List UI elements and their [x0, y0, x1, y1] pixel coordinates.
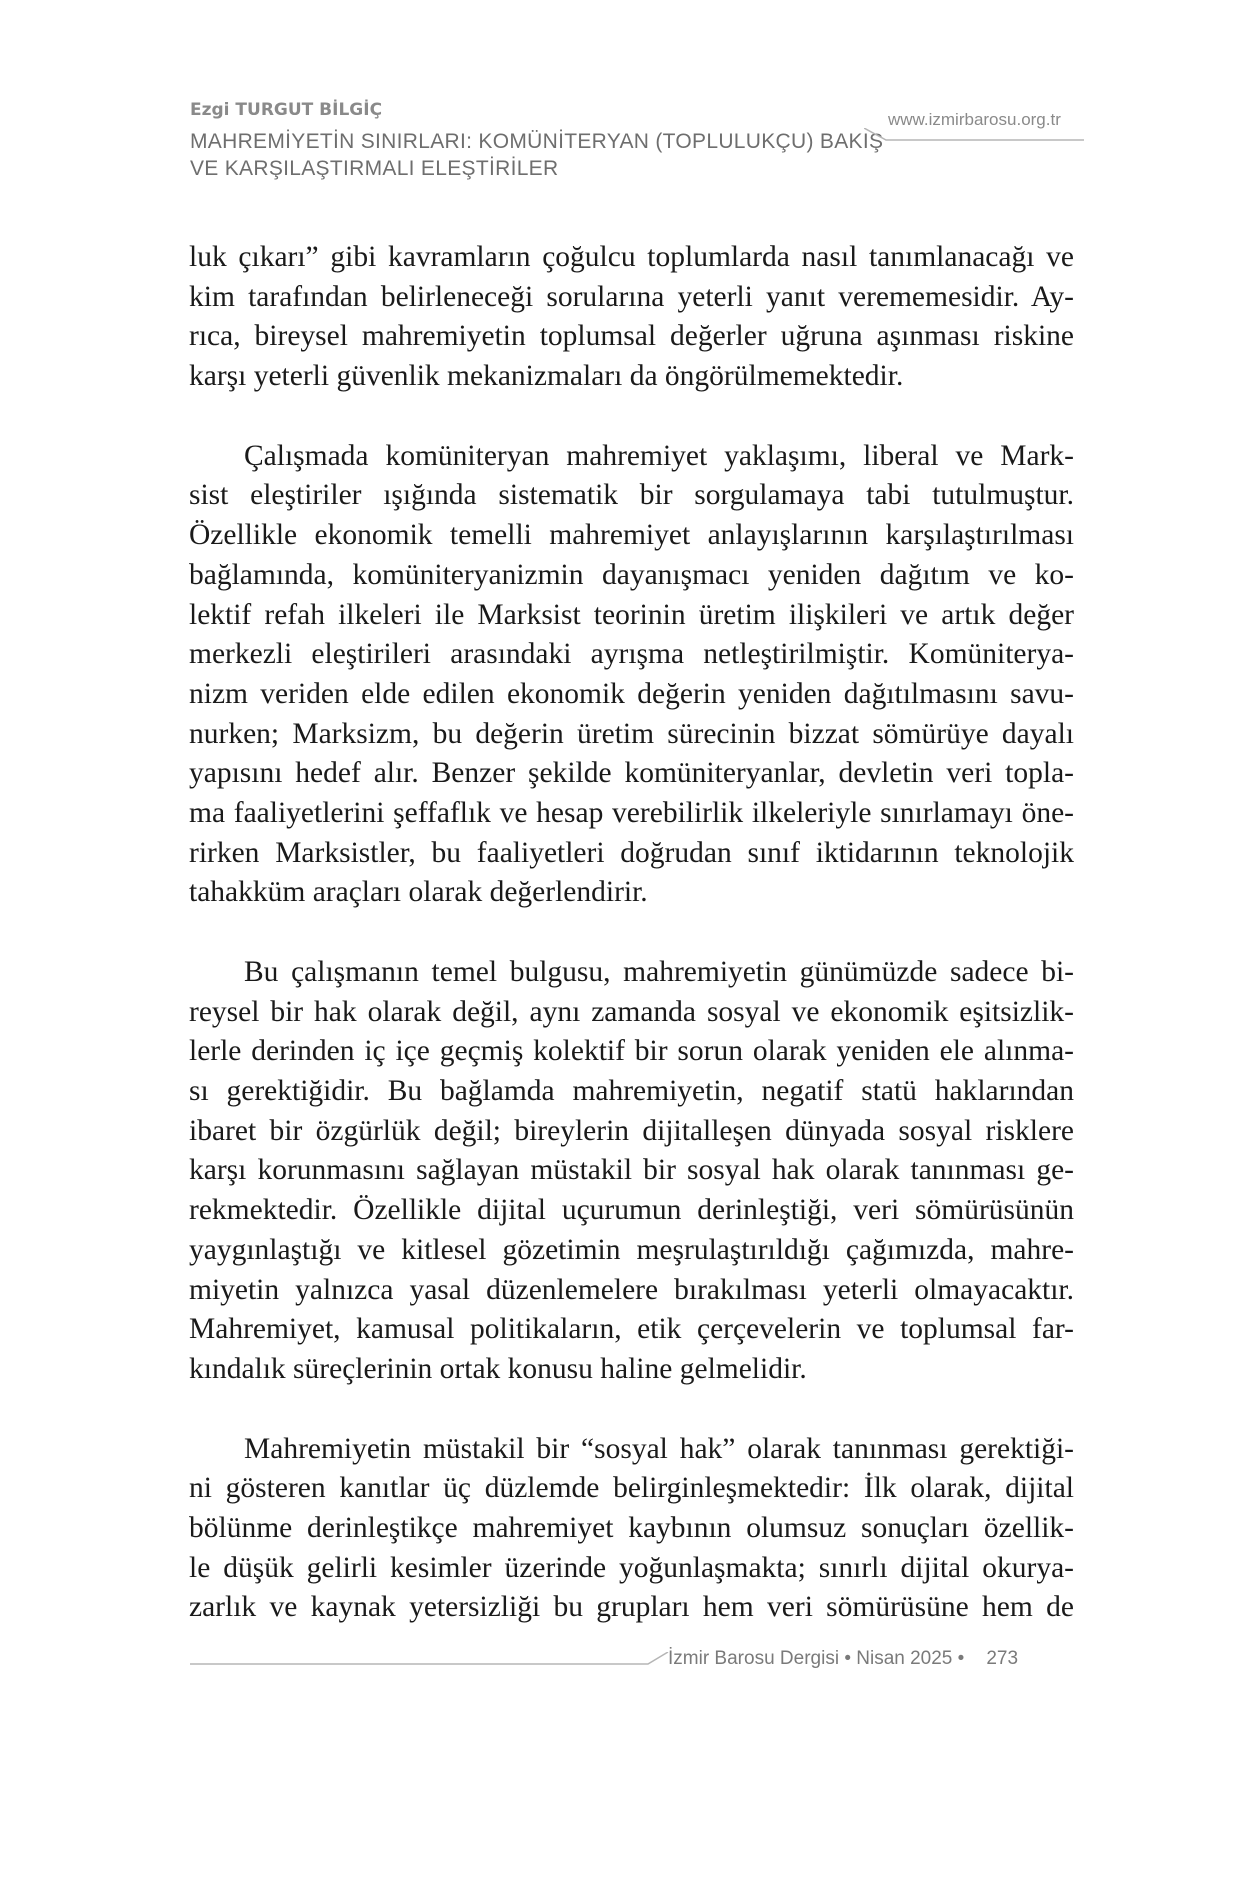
text-line: bağlamında, komüniteryanizmin dayanışmacı yeniden dağıtım ve ko- — [189, 558, 1074, 591]
text-line: le düşük gelirli kesimler üzerinde yoğunlaşmakta; sınırlı dijital okurya- — [189, 1551, 1074, 1584]
text-line: miyetin yalnızca yasal düzenlemelere bırakılması yeterli olmayacaktır. — [189, 1273, 1074, 1306]
header-website: www.izmirbarosu.org.tr — [888, 110, 1061, 129]
paragraph — [189, 1430, 1074, 1628]
page-number: 273 — [986, 1648, 1019, 1669]
text-line: karşı yeterli güvenlik mekanizmaları da öngörülmemektedir. — [189, 360, 904, 393]
text-line: rirken Marksistler, bu faaliyetleri doğrudan sınıf iktidarının teknolojik — [189, 836, 1074, 869]
text-line: kındalık süreçlerinin ortak konusu haline gelmelidir. — [189, 1352, 807, 1385]
text-line: luk çıkarı” gibi kavramların çoğulcu toplumlarda nasıl tanımlanacağı ve — [189, 241, 1074, 273]
header-author: Ezgi TURGUT BİLGİÇ — [190, 100, 383, 120]
text-line: Çalışmada komüniteryan mahremiyet yaklaşımı, liberal ve Mark- — [244, 439, 1074, 472]
text-line: reysel bir hak olarak değil, aynı zamanda sosyal ve ekonomik eşitsizlik- — [189, 995, 1074, 1028]
header-title-line: VE KARŞILAŞTIRMALI ELEŞTİRİLER — [190, 157, 559, 180]
footer-rule — [190, 1652, 670, 1666]
text-line: karşı korunmasını sağlayan müstakil bir sosyal hak olarak tanınması ge- — [189, 1154, 1074, 1187]
body-text — [189, 238, 1074, 1628]
header-article-title — [190, 128, 890, 182]
text-line: yaygınlaştığı ve kitlesel gözetimin meşrulaştırıldığı çağımızda, mahre- — [189, 1233, 1074, 1266]
text-line: merkezli eleştirileri arasındaki ayrışma netleştirilmiştir. Komüniterya- — [189, 638, 1074, 671]
text-line: nurken; Marksizm, bu değerin üretim sürecinin bizzat sömürüye dayalı — [189, 717, 1074, 750]
text-line: ibaret bir özgürlük değil; bireylerin dijitalleşen dünyada sosyal risklere — [189, 1114, 1074, 1147]
text-line: yapısını hedef alır. Benzer şekilde komüniteryanlar, devletin veri topla- — [189, 757, 1074, 790]
text-line: sist eleştiriler ışığında sistematik bir sorgulamaya tabi tutulmuştur. — [189, 479, 1074, 512]
text-line: Özellikle ekonomik temelli mahremiyet anlayışlarının karşılaştırılması — [189, 519, 1074, 552]
text-line: bölünme derinleştikçe mahremiyet kaybının olumsuz sonuçları özellik- — [189, 1511, 1074, 1544]
text-line: lerle derinden iç içe geçmiş kolektif bir sorun olarak yeniden ele alınma- — [189, 1035, 1074, 1068]
text-line: zarlık ve kaynak yetersizliği bu grupları hem veri sömürüsüne hem de — [189, 1591, 1074, 1624]
text-line: sı gerektiğidir. Bu bağlamda mahremiyetin, negatif statü haklarından — [189, 1075, 1074, 1108]
text-line: ni gösteren kanıtlar üç düzlemde belirginleşmektedir: İlk olarak, dijital — [189, 1472, 1074, 1505]
footer — [668, 1648, 1018, 1670]
paragraph — [189, 437, 1074, 913]
header-title-line: MAHREMİYETİN SINIRLARI: KOMÜNİTERYAN (TOPLULUKÇU) BAKIŞ — [190, 130, 884, 153]
text-line: rekmektedir. Özellikle dijital uçurumun derinleştiği, veri sömürüsünün — [189, 1194, 1074, 1227]
text-line: lektif refah ilkeleri ile Marksist teorinin üretim ilişkileri ve artık değer — [189, 598, 1074, 631]
header-rule — [864, 128, 1084, 142]
text-line: tahakküm araçları olarak değerlendirir. — [189, 876, 648, 909]
text-line: Mahremiyetin müstakil bir “sosyal hak” olarak tanınması gerektiği- — [244, 1432, 1074, 1465]
text-line: rıca, bireysel mahremiyetin toplumsal değerler uğruna aşınması riskine — [189, 320, 1074, 353]
text-line: kim tarafından belirleneceği sorularına yeterli yanıt verememesidir. Ay- — [189, 280, 1074, 313]
footer-journal: İzmir Barosu Dergisi • Nisan 2025 • — [668, 1648, 965, 1669]
text-line: ma faaliyetlerini şeffaflık ve hesap verebilirlik ilkeleriyle sınırlamayı öne- — [189, 796, 1074, 829]
paragraph — [189, 238, 1074, 397]
paragraph — [189, 953, 1074, 1390]
text-line: Mahremiyet, kamusal politikaların, etik çerçevelerin ve toplumsal far- — [189, 1313, 1074, 1346]
text-line: nizm veriden elde edilen ekonomik değerin yeniden dağıtılmasını savu- — [189, 677, 1074, 710]
text-line: Bu çalışmanın temel bulgusu, mahremiyetin günümüzde sadece bi- — [244, 956, 1074, 988]
